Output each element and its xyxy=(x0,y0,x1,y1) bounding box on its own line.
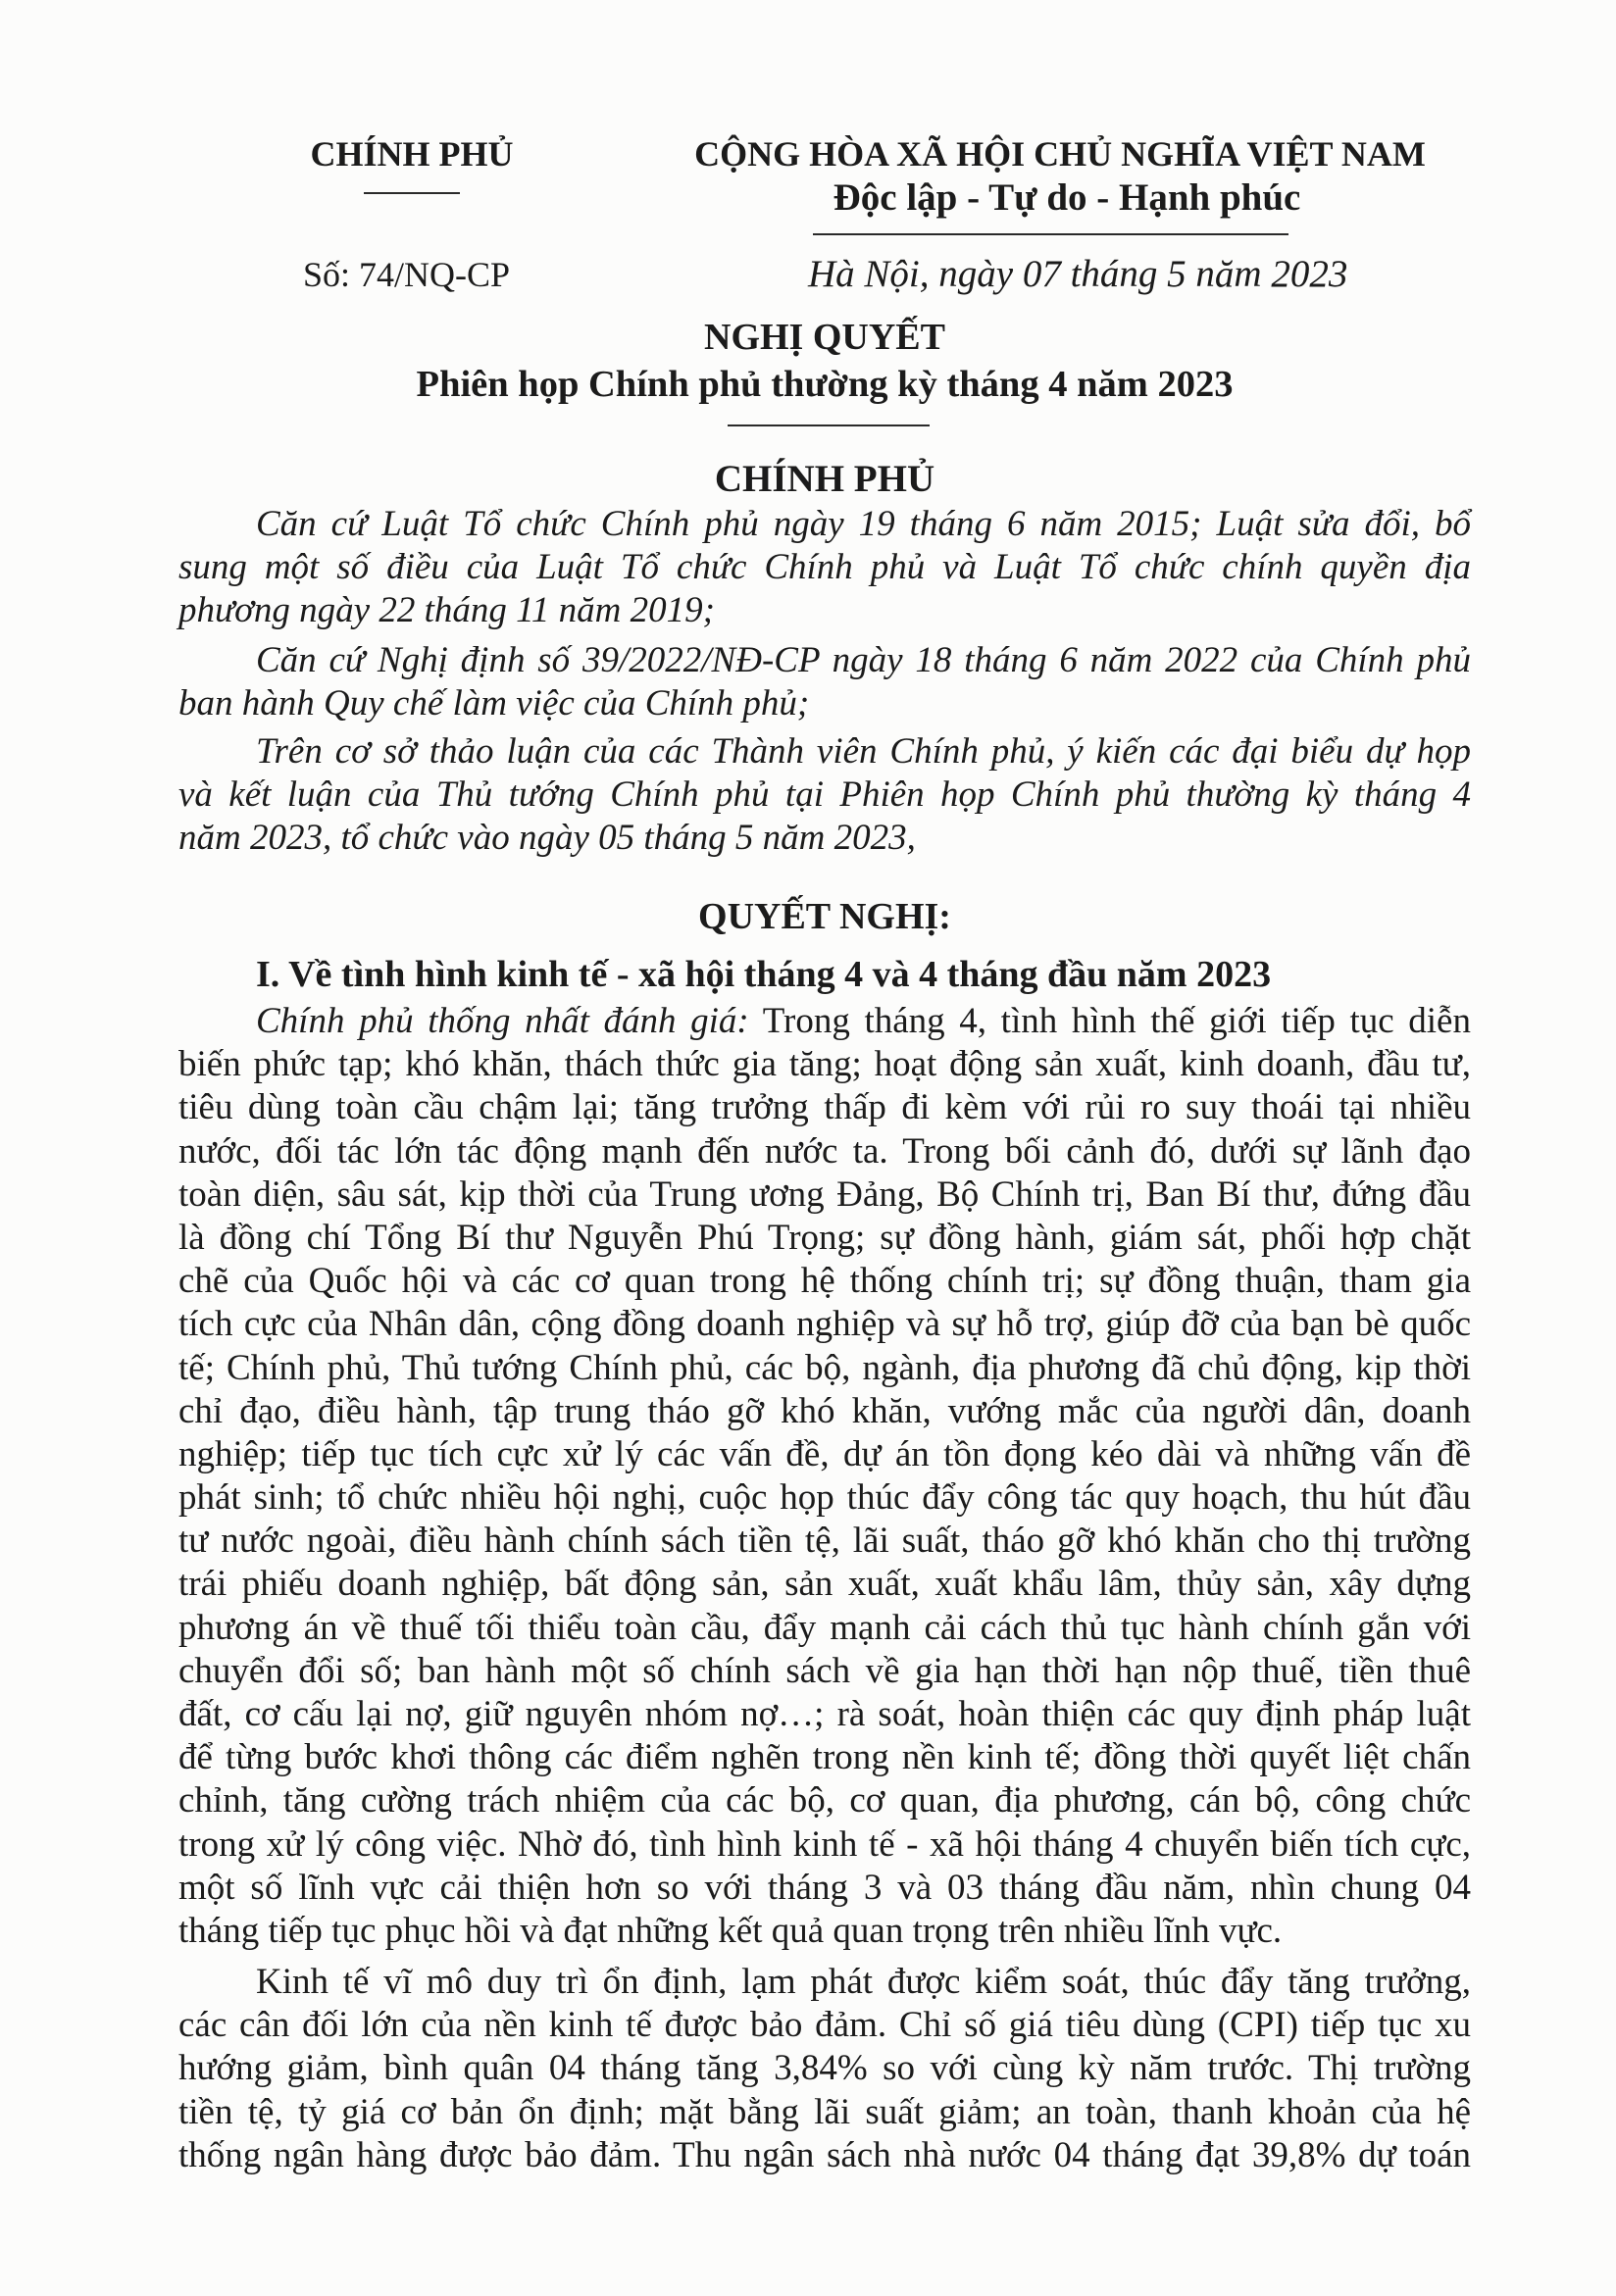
text-line: chẽ của Quốc hội và các cơ quan trong hệ thống chính trị; sự đồng thuận, tham gia xyxy=(178,1261,1471,1302)
text-line: tiêu dùng toàn cầu chậm lại; tăng trưởng thấp đi kèm với rủi ro suy thoái tại nhiều xyxy=(178,1087,1471,1128)
nation-name: CỘNG HÒA XÃ HỘI CHỦ NGHĨA VIỆT NAM xyxy=(694,134,1426,174)
national-motto: Độc lập - Tự do - Hạnh phúc xyxy=(833,176,1301,219)
text-line: ban hành Quy chế làm việc của Chính phủ; xyxy=(178,683,810,724)
text-line: các cân đối lớn của nền kinh tế được bảo đảm. Chỉ số giá tiêu dùng (CPI) tiếp tục xu xyxy=(178,2005,1471,2046)
motto-divider xyxy=(813,233,1288,235)
text-line-content: Trong tháng 4, tình hình thế giới tiếp tục diễn xyxy=(762,1001,1471,1041)
preamble-paragraph xyxy=(178,639,1471,725)
document-type-title: NGHỊ QUYẾT xyxy=(704,317,945,358)
text-line: chỉnh, tăng cường trách nhiệm của các bộ, cơ quan, địa phương, cán bộ, công chức xyxy=(178,1780,1471,1822)
issuer-divider xyxy=(364,192,460,194)
text-line: tư nước ngoài, điều hành chính sách tiền tệ, lãi suất, tháo gỡ khó khăn cho thị trường xyxy=(178,1521,1471,1562)
text-line: nước, đối tác lớn tác động mạnh đến nước ta. Trong bối cảnh đó, dưới sự lãnh đạo xyxy=(178,1130,1471,1172)
place-and-date: Hà Nội, ngày 07 tháng 5 năm 2023 xyxy=(808,253,1348,295)
text-line: biến phức tạp; khó khăn, thách thức gia tăng; hoạt động sản xuất, kinh doanh, đầu tư, xyxy=(178,1044,1471,1085)
text-line: chỉ đạo, điều hành, tập trung tháo gỡ khó khăn, vướng mắc của người dân, doanh xyxy=(178,1390,1471,1431)
document-number: Số: 74/NQ-CP xyxy=(303,255,511,294)
document-subject: Phiên họp Chính phủ thường kỳ tháng 4 năm 2023 xyxy=(416,364,1234,405)
title-divider xyxy=(728,424,930,426)
section-heading: I. Về tình hình kinh tế - xã hội tháng 4 và 4 tháng đầu năm 2023 xyxy=(256,954,1272,995)
text-line: trái phiếu doanh nghiệp, bất động sản, sản xuất, xuất khẩu lâm, thủy sản, xây dựng xyxy=(178,1564,1471,1605)
text-line: nghiệp; tiếp tục tích cực xử lý các vấn đề, dự án tồn đọng kéo dài và những vấn đề xyxy=(178,1433,1471,1474)
text-line: Trên cơ sở thảo luận của các Thành viên Chính phủ, ý kiến các đại biểu dự họp xyxy=(256,731,1471,772)
text-line: tích cực của Nhân dân, cộng đồng doanh nghiệp và sự hỗ trợ, giúp đỡ của bạn bè quốc xyxy=(178,1304,1471,1345)
resolution-heading: QUYẾT NGHỊ: xyxy=(698,896,951,937)
body-paragraph xyxy=(178,1000,1471,1953)
text-line: trong xử lý công việc. Nhờ đó, tình hình kinh tế - xã hội tháng 4 chuyển biến tích cực, xyxy=(178,1823,1471,1865)
text-line: đất, cơ cấu lại nợ, giữ nguyên nhóm nợ…; rà soát, hoàn thiện các quy định pháp luật xyxy=(178,1694,1471,1734)
text-line: phương án về thuế tối thiểu toàn cầu, đẩy mạnh cải cách thủ tục hành chính gắn với xyxy=(178,1607,1471,1648)
text-line: phát sinh; tổ chức nhiều hội nghị, cuộc họp thúc đẩy công tác quy hoạch, thu hút đầu xyxy=(178,1477,1471,1519)
paragraph-lead: Chính phủ thống nhất đánh giá: xyxy=(256,1001,749,1041)
text-line: Căn cứ Luật Tổ chức Chính phủ ngày 19 tháng 6 năm 2015; Luật sửa đổi, bổ xyxy=(256,504,1471,544)
text-line: hướng giảm, bình quân 04 tháng tăng 3,84% so với cùng kỳ năm trước. Thị trường xyxy=(178,2048,1471,2089)
text-line: là đồng chí Tổng Bí thư Nguyễn Phú Trọng; sự đồng hành, giám sát, phối hợp chặt xyxy=(178,1217,1471,1258)
body-paragraph xyxy=(178,1961,1471,2177)
text-line: tháng tiếp tục phục hồi và đạt những kết quả quan trọng trên nhiều lĩnh vực. xyxy=(178,1910,1283,1951)
text-line: chuyển đổi số; ban hành một số chính sách về gia hạn thời hạn nộp thuế, tiền thuê xyxy=(178,1650,1471,1691)
text-line: toàn diện, sâu sát, kịp thời của Trung ương Đảng, Bộ Chính trị, Ban Bí thư, đứng đầu xyxy=(178,1173,1471,1215)
text-line: năm 2023, tổ chức vào ngày 05 tháng 5 năm 2023, xyxy=(178,818,916,859)
authority-heading: CHÍNH PHỦ xyxy=(714,458,935,500)
text-line: tế; Chính phủ, Thủ tướng Chính phủ, các bộ, ngành, địa phương đã chủ động, kịp thời xyxy=(178,1347,1471,1388)
text-line: và kết luận của Thủ tướng Chính phủ tại Phiên họp Chính phủ thường kỳ tháng 4 xyxy=(178,774,1471,816)
preamble-paragraph xyxy=(178,503,1471,633)
text-line: tiền tệ, tỷ giá cơ bản ổn định; mặt bằng lãi suất giảm; an toàn, thanh khoản của hệ xyxy=(178,2091,1471,2132)
text-line: một số lĩnh vực cải thiện hơn so với tháng 3 và 03 tháng đầu năm, nhìn chung 04 xyxy=(178,1867,1471,1908)
text-line: Kinh tế vĩ mô duy trì ổn định, lạm phát được kiểm soát, thúc đẩy tăng trưởng, xyxy=(256,1962,1471,2002)
text-line xyxy=(178,1000,1471,1043)
issuer-name: CHÍNH PHỦ xyxy=(310,134,514,174)
text-line: sung một số điều của Luật Tổ chức Chính phủ và Luật Tổ chức chính quyền địa xyxy=(178,547,1471,588)
text-line: thống ngân hàng được bảo đảm. Thu ngân sách nhà nước 04 tháng đạt 39,8% dự toán xyxy=(178,2134,1471,2175)
text-line: phương ngày 22 tháng 11 năm 2019; xyxy=(178,590,715,631)
text-line: để từng bước khơi thông các điểm nghẽn trong nền kinh tế; đồng thời quyết liệt chấn xyxy=(178,1737,1471,1778)
preamble-paragraph xyxy=(178,730,1471,861)
text-line: Căn cứ Nghị định số 39/2022/NĐ-CP ngày 18 tháng 6 năm 2022 của Chính phủ xyxy=(256,640,1471,680)
